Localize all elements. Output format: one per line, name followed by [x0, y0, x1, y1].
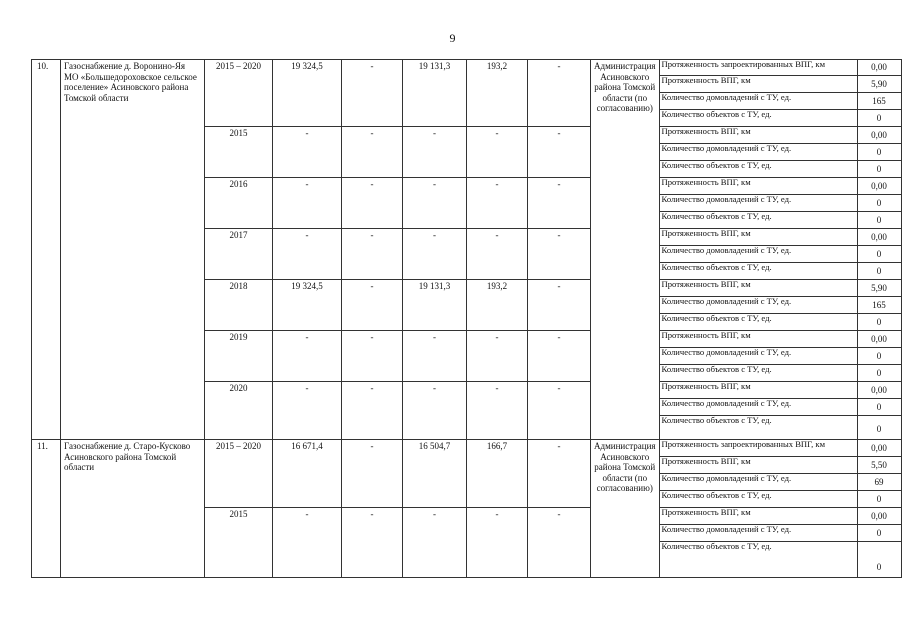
period-year: 2017: [205, 229, 273, 280]
funding-regional: 16 504,7: [403, 440, 467, 508]
table-body: [32, 60, 902, 578]
period-year: 2015 – 2020: [205, 60, 273, 127]
funding-local: -: [467, 508, 528, 578]
funding-federal: -: [342, 60, 403, 127]
indicator-value: 0: [857, 399, 901, 416]
indicator-label: Количество домовладений с ТУ, ед.: [659, 348, 857, 365]
indicator-label: Протяженность запроектированных ВПГ, км: [659, 60, 857, 76]
responsible-executor: Администрация Асиновского района Томской области (по согласованию): [591, 440, 660, 578]
funding-federal: -: [342, 382, 403, 440]
indicator-value: 5,50: [857, 457, 901, 474]
indicator-value: 0: [857, 416, 901, 440]
funding-extra: -: [528, 440, 591, 508]
indicator-label: Количество объектов с ТУ, ед.: [659, 212, 857, 229]
funding-total: -: [273, 127, 342, 178]
indicator-value: 0: [857, 161, 901, 178]
period-year: 2019: [205, 331, 273, 382]
project-object: Газоснабжение д. Воронино-Яя МО «Большедороховское сельское поселение» Асиновского района Томской области: [61, 60, 205, 440]
funding-local: 193,2: [467, 60, 528, 127]
indicator-value: 5,90: [857, 76, 901, 93]
indicator-label: Количество домовладений с ТУ, ед.: [659, 474, 857, 491]
indicator-value: 0,00: [857, 229, 901, 246]
indicator-value: 0: [857, 212, 901, 229]
indicator-value: 0,00: [857, 382, 901, 399]
indicator-label: Протяженность ВПГ, км: [659, 382, 857, 399]
funding-regional: -: [403, 382, 467, 440]
indicator-label: Количество объектов с ТУ, ед.: [659, 110, 857, 127]
responsible-executor: Администрация Асиновского района Томской области (по согласованию): [591, 60, 660, 440]
indicator-value: 0: [857, 348, 901, 365]
funding-local: -: [467, 382, 528, 440]
funding-local: 166,7: [467, 440, 528, 508]
indicator-label: Количество объектов с ТУ, ед.: [659, 263, 857, 280]
funding-extra: -: [528, 127, 591, 178]
indicator-label: Протяженность ВПГ, км: [659, 508, 857, 525]
funding-total: 19 324,5: [273, 280, 342, 331]
indicator-label: Протяженность ВПГ, км: [659, 280, 857, 297]
table-row: [32, 440, 902, 457]
indicator-label: Количество объектов с ТУ, ед.: [659, 416, 857, 440]
indicator-value: 0: [857, 195, 901, 212]
indicator-label: Количество домовладений с ТУ, ед.: [659, 93, 857, 110]
funding-total: -: [273, 229, 342, 280]
indicator-value: 0,00: [857, 508, 901, 525]
funding-regional: -: [403, 127, 467, 178]
indicator-value: 0: [857, 314, 901, 331]
period-year: 2016: [205, 178, 273, 229]
indicator-label: Количество домовладений с ТУ, ед.: [659, 525, 857, 542]
funding-total: -: [273, 331, 342, 382]
indicator-label: Количество домовладений с ТУ, ед.: [659, 297, 857, 314]
funding-federal: -: [342, 127, 403, 178]
indicator-value: 0,00: [857, 331, 901, 348]
indicator-label: Количество объектов с ТУ, ед.: [659, 161, 857, 178]
indicator-label: Количество домовладений с ТУ, ед.: [659, 144, 857, 161]
funding-regional: 19 131,3: [403, 280, 467, 331]
indicator-label: Количество объектов с ТУ, ед.: [659, 365, 857, 382]
indicator-label: Количество домовладений с ТУ, ед.: [659, 246, 857, 263]
indicator-value: 0: [857, 144, 901, 161]
indicator-value: 0,00: [857, 440, 901, 457]
indicator-value: 0: [857, 246, 901, 263]
period-year: 2020: [205, 382, 273, 440]
funding-total: 16 671,4: [273, 440, 342, 508]
funding-local: -: [467, 229, 528, 280]
funding-regional: -: [403, 229, 467, 280]
indicator-value: 165: [857, 297, 901, 314]
indicator-value: 165: [857, 93, 901, 110]
indicator-value: 0: [857, 110, 901, 127]
funding-regional: -: [403, 178, 467, 229]
funding-extra: -: [528, 382, 591, 440]
program-table: [31, 59, 902, 578]
indicator-label: Количество объектов с ТУ, ед.: [659, 491, 857, 508]
funding-regional: -: [403, 508, 467, 578]
funding-regional: -: [403, 331, 467, 382]
indicator-label: Протяженность ВПГ, км: [659, 127, 857, 144]
funding-extra: -: [528, 331, 591, 382]
period-year: 2015: [205, 508, 273, 578]
funding-extra: -: [528, 60, 591, 127]
period-year: 2015 – 2020: [205, 440, 273, 508]
indicator-label: Протяженность ВПГ, км: [659, 229, 857, 246]
funding-extra: -: [528, 280, 591, 331]
funding-federal: -: [342, 440, 403, 508]
funding-federal: -: [342, 508, 403, 578]
funding-total: -: [273, 178, 342, 229]
project-object: Газоснабжение д. Старо-Кусково Асиновского района Томской области: [61, 440, 205, 578]
indicator-label: Количество домовладений с ТУ, ед.: [659, 399, 857, 416]
funding-local: 193,2: [467, 280, 528, 331]
funding-extra: -: [528, 229, 591, 280]
indicator-value: 0: [857, 263, 901, 280]
page-number: 9: [449, 31, 456, 45]
funding-total: 19 324,5: [273, 60, 342, 127]
funding-federal: -: [342, 229, 403, 280]
funding-local: -: [467, 331, 528, 382]
funding-extra: -: [528, 178, 591, 229]
funding-local: -: [467, 178, 528, 229]
table-row: [32, 60, 902, 76]
indicator-label: Протяженность ВПГ, км: [659, 457, 857, 474]
indicator-value: 0: [857, 542, 901, 578]
indicator-label: Протяженность ВПГ, км: [659, 178, 857, 195]
project-number: 10.: [32, 60, 61, 440]
funding-federal: -: [342, 178, 403, 229]
funding-regional: 19 131,3: [403, 60, 467, 127]
indicator-value: 0: [857, 491, 901, 508]
funding-extra: -: [528, 508, 591, 578]
funding-federal: -: [342, 331, 403, 382]
project-number: 11.: [32, 440, 61, 578]
indicator-label: Количество объектов с ТУ, ед.: [659, 542, 857, 578]
indicator-value: 0,00: [857, 60, 901, 76]
indicator-value: 5,90: [857, 280, 901, 297]
indicator-value: 0,00: [857, 178, 901, 195]
funding-total: -: [273, 508, 342, 578]
indicator-label: Протяженность запроектированных ВПГ, км: [659, 440, 857, 457]
indicator-value: 0: [857, 525, 901, 542]
period-year: 2015: [205, 127, 273, 178]
funding-total: -: [273, 382, 342, 440]
indicator-label: Протяженность ВПГ, км: [659, 331, 857, 348]
period-year: 2018: [205, 280, 273, 331]
indicator-label: Протяженность ВПГ, км: [659, 76, 857, 93]
indicator-value: 0: [857, 365, 901, 382]
indicator-value: 69: [857, 474, 901, 491]
indicator-label: Количество объектов с ТУ, ед.: [659, 314, 857, 331]
funding-federal: -: [342, 280, 403, 331]
indicator-value: 0,00: [857, 127, 901, 144]
funding-local: -: [467, 127, 528, 178]
indicator-label: Количество домовладений с ТУ, ед.: [659, 195, 857, 212]
